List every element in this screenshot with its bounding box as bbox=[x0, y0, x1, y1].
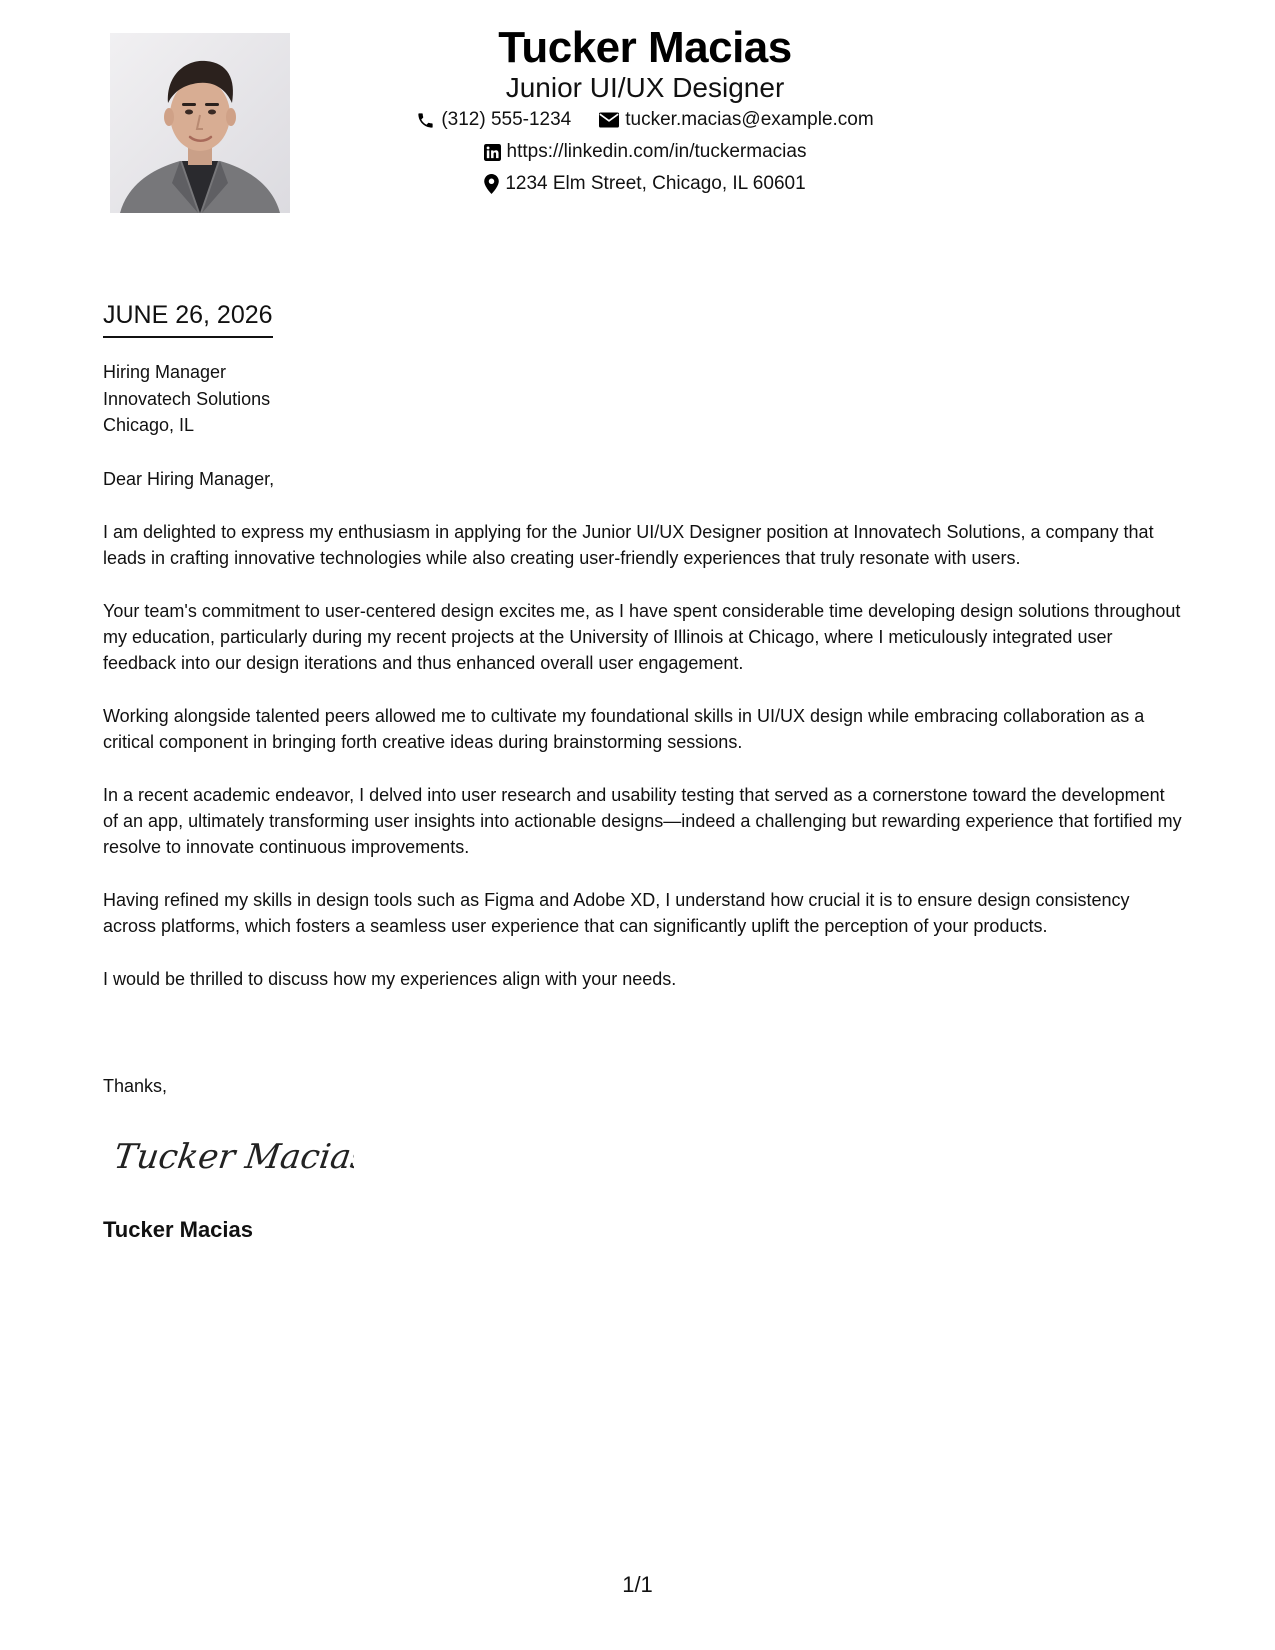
job-title: Junior UI/UX Designer bbox=[505, 72, 785, 103]
recipient-line: Hiring Manager bbox=[103, 362, 227, 382]
paragraph: Working alongside talented peers allowed me to cultivate my foundational skills in UI/UX design while embracing collaboration as a critical component in bringing forth creative ideas during brainstorming sessions. bbox=[103, 706, 1145, 752]
recipient-line: Chicago, IL bbox=[103, 415, 195, 435]
candidate-name: Tucker Macias bbox=[498, 23, 792, 72]
paragraph: In a recent academic endeavor, I delved into user research and usability testing that served as a cornerstone toward the development of an app, ultimately transforming user insights into actionable designs—indeed a challenging but rewarding experience that fortified my resolve to innovate continuous improvements. bbox=[103, 785, 1182, 857]
closing: Thanks, bbox=[103, 1076, 168, 1096]
recipient-block bbox=[103, 359, 270, 439]
phone-number[interactable]: (312) 555-1234 bbox=[441, 109, 572, 130]
svg-text:Tucker Macias: Tucker Macias bbox=[114, 1137, 354, 1177]
linkedin-link[interactable]: https://linkedin.com/in/tuckermacias bbox=[506, 141, 807, 162]
letter-date: JUNE 26, 2026 bbox=[103, 298, 273, 338]
profile-photo bbox=[110, 33, 290, 213]
salutation: Dear Hiring Manager, bbox=[103, 469, 275, 489]
phone-icon bbox=[416, 111, 435, 130]
date-block bbox=[103, 298, 273, 338]
map-marker-icon bbox=[484, 174, 499, 194]
paragraph: Having refined my skills in design tools such as Figma and Adobe XD, I understand how crucial it is to ensure design consistency across platforms, which fosters a seamless user experience that can significantly uplift the perception of your products. bbox=[103, 890, 1130, 936]
linkedin-icon bbox=[484, 144, 501, 161]
header bbox=[320, 22, 970, 200]
letter-body bbox=[103, 466, 1183, 1019]
envelope-icon bbox=[599, 112, 619, 128]
email-link[interactable]: tucker.macias@example.com bbox=[625, 109, 874, 130]
signed-name: Tucker Macias bbox=[103, 1217, 254, 1242]
page-number: 1/1 bbox=[622, 1572, 653, 1597]
address: 1234 Elm Street, Chicago, IL 60601 bbox=[505, 173, 806, 194]
contact-row-3 bbox=[320, 168, 970, 200]
paragraph: I am delighted to express my enthusiasm in applying for the Junior UI/UX Designer position at Innovatech Solutions, a company that leads in crafting innovative technologies while also creating user-friendly experiences that truly resonate with users. bbox=[103, 522, 1154, 568]
paragraph: Your team's commitment to user-centered design excites me, as I have spent considerable time developing design solutions throughout my education, particularly during my recent projects at the University of Illinois at Chicago, where I meticulously integrated user feedback into our design iterations and thus enhanced overall user engagement. bbox=[103, 601, 1181, 673]
contact-row-1 bbox=[320, 104, 970, 136]
recipient-line: Innovatech Solutions bbox=[103, 388, 271, 409]
contact-row-2 bbox=[320, 136, 970, 168]
paragraph: I would be thrilled to discuss how my experiences align with your needs. bbox=[103, 969, 677, 989]
signature-image bbox=[114, 1130, 354, 1185]
